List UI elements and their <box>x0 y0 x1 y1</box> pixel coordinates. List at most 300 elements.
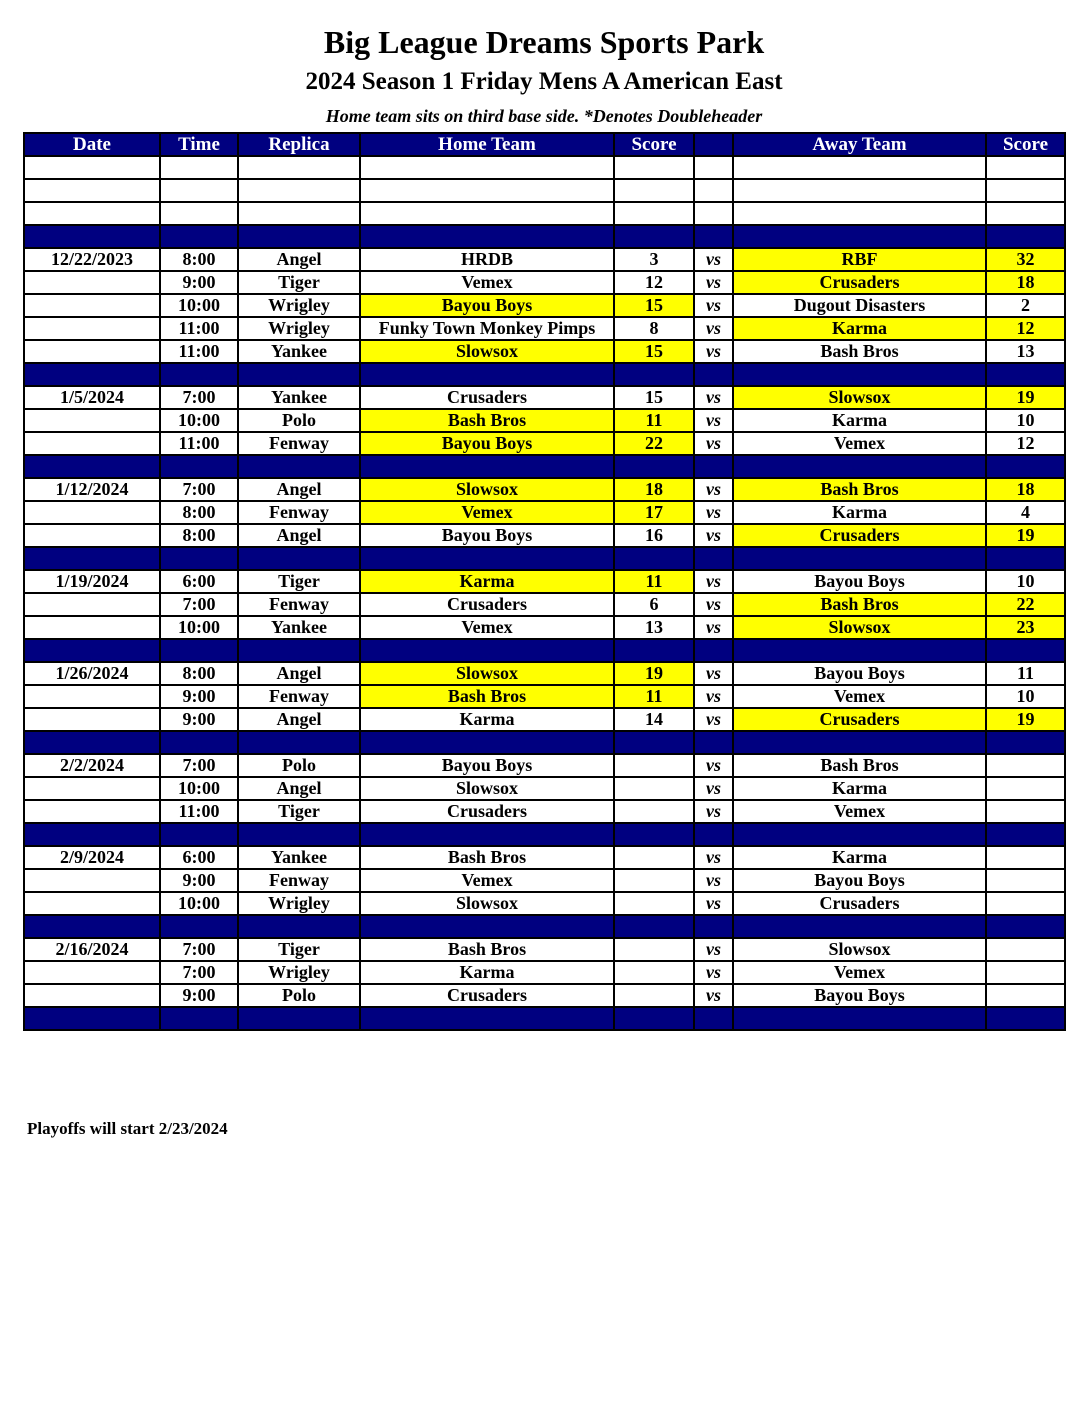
cell-home-team: Bash Bros <box>360 685 614 708</box>
cell-home-team: Vemex <box>360 271 614 294</box>
cell-time: 8:00 <box>160 248 238 271</box>
col-header-vs <box>694 133 733 156</box>
cell-away-score: 18 <box>986 478 1065 501</box>
table-row <box>24 570 1065 593</box>
cell-away-team: Karma <box>733 846 986 869</box>
table-row <box>24 846 1065 869</box>
table-row <box>24 432 1065 455</box>
cell-vs: vs <box>694 248 733 271</box>
cell-away-team <box>733 915 986 938</box>
cell-date <box>24 685 160 708</box>
cell-away-team: Vemex <box>733 685 986 708</box>
cell-home-team <box>360 547 614 570</box>
cell-away-team: Bash Bros <box>733 754 986 777</box>
table-row <box>24 478 1065 501</box>
cell-replica: Tiger <box>238 570 360 593</box>
cell-home-score: 6 <box>614 593 694 616</box>
cell-vs: vs <box>694 271 733 294</box>
cell-replica: Yankee <box>238 340 360 363</box>
cell-home-team: Bash Bros <box>360 938 614 961</box>
cell-vs <box>694 225 733 248</box>
cell-vs: vs <box>694 593 733 616</box>
col-header-replica: Replica <box>238 133 360 156</box>
col-header-away-score: Score <box>986 133 1065 156</box>
cell-home-score <box>614 800 694 823</box>
cell-date <box>24 731 160 754</box>
cell-vs <box>694 823 733 846</box>
cell-home-score: 15 <box>614 294 694 317</box>
cell-home-score <box>614 915 694 938</box>
cell-vs: vs <box>694 984 733 1007</box>
cell-vs <box>694 731 733 754</box>
cell-away-score <box>986 938 1065 961</box>
separator-row <box>24 823 1065 846</box>
cell-away-team: Crusaders <box>733 271 986 294</box>
cell-home-team <box>360 1007 614 1030</box>
cell-home-team: Bayou Boys <box>360 432 614 455</box>
cell-home-score: 8 <box>614 317 694 340</box>
cell-date <box>24 501 160 524</box>
cell-vs: vs <box>694 892 733 915</box>
cell-date <box>24 639 160 662</box>
cell-away-score <box>986 455 1065 478</box>
cell-vs <box>694 915 733 938</box>
cell-date <box>24 777 160 800</box>
cell-away-team: Bayou Boys <box>733 869 986 892</box>
cell-away-score: 11 <box>986 662 1065 685</box>
cell-away-score: 4 <box>986 501 1065 524</box>
cell-away-score <box>986 547 1065 570</box>
cell-away-score <box>986 869 1065 892</box>
cell-away-team <box>733 179 986 202</box>
cell-vs <box>694 639 733 662</box>
cell-home-team: Crusaders <box>360 800 614 823</box>
table-row <box>24 685 1065 708</box>
cell-replica <box>238 547 360 570</box>
cell-time: 9:00 <box>160 708 238 731</box>
cell-home-team: Karma <box>360 708 614 731</box>
cell-replica: Yankee <box>238 616 360 639</box>
cell-time: 10:00 <box>160 294 238 317</box>
cell-replica: Angel <box>238 777 360 800</box>
cell-date: 2/2/2024 <box>24 754 160 777</box>
cell-home-score <box>614 892 694 915</box>
cell-home-score: 15 <box>614 340 694 363</box>
cell-home-team <box>360 731 614 754</box>
table-row <box>24 708 1065 731</box>
cell-time: 11:00 <box>160 432 238 455</box>
cell-away-score: 32 <box>986 248 1065 271</box>
cell-date: 12/22/2023 <box>24 248 160 271</box>
cell-vs: vs <box>694 869 733 892</box>
cell-time <box>160 363 238 386</box>
cell-away-team: Karma <box>733 317 986 340</box>
cell-time <box>160 547 238 570</box>
cell-away-team: Bayou Boys <box>733 984 986 1007</box>
cell-away-team: Karma <box>733 501 986 524</box>
cell-away-score <box>986 777 1065 800</box>
cell-replica: Fenway <box>238 869 360 892</box>
table-row <box>24 800 1065 823</box>
cell-vs: vs <box>694 800 733 823</box>
cell-replica: Angel <box>238 478 360 501</box>
cell-time: 9:00 <box>160 869 238 892</box>
cell-home-score: 13 <box>614 616 694 639</box>
schedule-table <box>23 132 1066 1031</box>
cell-home-score <box>614 156 694 179</box>
cell-time <box>160 823 238 846</box>
cell-home-score <box>614 455 694 478</box>
cell-date <box>24 409 160 432</box>
cell-replica: Wrigley <box>238 294 360 317</box>
cell-date <box>24 547 160 570</box>
separator-row <box>24 363 1065 386</box>
cell-date <box>24 984 160 1007</box>
cell-home-team <box>360 639 614 662</box>
cell-away-team: RBF <box>733 248 986 271</box>
cell-time <box>160 1007 238 1030</box>
schedule-body <box>24 156 1065 1030</box>
cell-home-score: 11 <box>614 570 694 593</box>
cell-vs <box>694 202 733 225</box>
cell-home-score <box>614 547 694 570</box>
cell-vs: vs <box>694 777 733 800</box>
cell-home-score: 11 <box>614 409 694 432</box>
cell-away-team <box>733 202 986 225</box>
playoffs-note: Playoffs will start 2/23/2024 <box>27 1119 228 1138</box>
cell-home-team: Slowsox <box>360 478 614 501</box>
cell-home-team <box>360 363 614 386</box>
cell-date: 2/16/2024 <box>24 938 160 961</box>
cell-home-team: Bash Bros <box>360 846 614 869</box>
cell-time <box>160 225 238 248</box>
cell-home-score <box>614 984 694 1007</box>
blank-row <box>24 202 1065 225</box>
cell-date <box>24 869 160 892</box>
cell-home-score: 12 <box>614 271 694 294</box>
cell-away-team: Dugout Disasters <box>733 294 986 317</box>
cell-time: 8:00 <box>160 501 238 524</box>
table-row <box>24 524 1065 547</box>
cell-home-team: Bash Bros <box>360 409 614 432</box>
cell-home-score <box>614 846 694 869</box>
cell-date <box>24 616 160 639</box>
cell-away-score <box>986 225 1065 248</box>
cell-date: 1/12/2024 <box>24 478 160 501</box>
cell-vs: vs <box>694 386 733 409</box>
cell-time: 9:00 <box>160 685 238 708</box>
cell-away-score: 12 <box>986 317 1065 340</box>
cell-time: 10:00 <box>160 892 238 915</box>
cell-home-score: 22 <box>614 432 694 455</box>
cell-home-team <box>360 225 614 248</box>
cell-replica: Angel <box>238 662 360 685</box>
cell-vs: vs <box>694 409 733 432</box>
cell-home-team <box>360 455 614 478</box>
cell-away-team <box>733 363 986 386</box>
cell-away-score <box>986 156 1065 179</box>
cell-away-score: 22 <box>986 593 1065 616</box>
cell-home-team: Bayou Boys <box>360 524 614 547</box>
cell-date <box>24 340 160 363</box>
cell-time: 7:00 <box>160 386 238 409</box>
separator-row <box>24 547 1065 570</box>
cell-away-team: Bayou Boys <box>733 570 986 593</box>
cell-replica: Angel <box>238 708 360 731</box>
cell-away-score <box>986 800 1065 823</box>
cell-vs <box>694 363 733 386</box>
cell-date <box>24 892 160 915</box>
separator-row <box>24 455 1065 478</box>
cell-vs: vs <box>694 938 733 961</box>
cell-time <box>160 202 238 225</box>
cell-away-team: Slowsox <box>733 938 986 961</box>
cell-time: 10:00 <box>160 409 238 432</box>
cell-home-team: Crusaders <box>360 593 614 616</box>
cell-home-team: HRDB <box>360 248 614 271</box>
cell-away-score <box>986 1007 1065 1030</box>
cell-replica: Fenway <box>238 593 360 616</box>
col-header-home-team: Home Team <box>360 133 614 156</box>
cell-time: 6:00 <box>160 846 238 869</box>
cell-away-score: 18 <box>986 271 1065 294</box>
cell-replica <box>238 915 360 938</box>
cell-date <box>24 225 160 248</box>
cell-vs: vs <box>694 961 733 984</box>
cell-vs: vs <box>694 846 733 869</box>
cell-time: 9:00 <box>160 984 238 1007</box>
cell-home-score <box>614 639 694 662</box>
cell-time: 7:00 <box>160 754 238 777</box>
cell-away-team: Vemex <box>733 961 986 984</box>
cell-away-team: Vemex <box>733 800 986 823</box>
cell-date <box>24 961 160 984</box>
cell-time: 8:00 <box>160 524 238 547</box>
cell-vs: vs <box>694 524 733 547</box>
cell-date: 2/9/2024 <box>24 846 160 869</box>
cell-replica: Angel <box>238 248 360 271</box>
cell-home-score: 19 <box>614 662 694 685</box>
cell-home-score <box>614 777 694 800</box>
cell-away-team: Bash Bros <box>733 593 986 616</box>
cell-away-score <box>986 179 1065 202</box>
cell-replica: Yankee <box>238 386 360 409</box>
cell-home-team: Bayou Boys <box>360 754 614 777</box>
cell-away-score <box>986 202 1065 225</box>
cell-date <box>24 363 160 386</box>
cell-replica <box>238 202 360 225</box>
cell-away-team: Crusaders <box>733 708 986 731</box>
cell-time: 10:00 <box>160 616 238 639</box>
cell-vs: vs <box>694 317 733 340</box>
table-row <box>24 593 1065 616</box>
table-row <box>24 501 1065 524</box>
cell-away-team <box>733 639 986 662</box>
cell-away-team: Bash Bros <box>733 340 986 363</box>
cell-replica: Yankee <box>238 846 360 869</box>
table-row <box>24 892 1065 915</box>
cell-home-team <box>360 823 614 846</box>
table-row <box>24 386 1065 409</box>
col-header-time: Time <box>160 133 238 156</box>
cell-away-team <box>733 1007 986 1030</box>
cell-date <box>24 432 160 455</box>
col-header-home-score: Score <box>614 133 694 156</box>
cell-home-score <box>614 1007 694 1030</box>
cell-replica <box>238 363 360 386</box>
cell-away-score <box>986 961 1065 984</box>
cell-time <box>160 915 238 938</box>
cell-date <box>24 800 160 823</box>
table-row <box>24 340 1065 363</box>
cell-date <box>24 271 160 294</box>
cell-date <box>24 708 160 731</box>
cell-home-score <box>614 823 694 846</box>
cell-date: 1/19/2024 <box>24 570 160 593</box>
cell-vs: vs <box>694 754 733 777</box>
cell-home-score <box>614 869 694 892</box>
cell-away-score: 2 <box>986 294 1065 317</box>
cell-away-team: Karma <box>733 777 986 800</box>
cell-replica: Polo <box>238 754 360 777</box>
cell-away-team: Karma <box>733 409 986 432</box>
cell-home-team <box>360 156 614 179</box>
cell-away-score <box>986 915 1065 938</box>
table-row <box>24 869 1065 892</box>
cell-replica: Tiger <box>238 938 360 961</box>
cell-away-score: 10 <box>986 685 1065 708</box>
table-row <box>24 938 1065 961</box>
cell-away-team <box>733 823 986 846</box>
cell-time: 11:00 <box>160 340 238 363</box>
cell-away-team: Crusaders <box>733 524 986 547</box>
cell-away-team: Slowsox <box>733 386 986 409</box>
cell-home-score: 11 <box>614 685 694 708</box>
table-row <box>24 754 1065 777</box>
cell-replica <box>238 1007 360 1030</box>
cell-vs <box>694 455 733 478</box>
page-subtitle: 2024 Season 1 Friday Mens A American East <box>305 68 783 95</box>
cell-home-score: 15 <box>614 386 694 409</box>
separator-row <box>24 639 1065 662</box>
cell-home-score: 3 <box>614 248 694 271</box>
cell-date <box>24 455 160 478</box>
cell-time: 8:00 <box>160 662 238 685</box>
cell-home-team: Slowsox <box>360 340 614 363</box>
cell-date: 1/26/2024 <box>24 662 160 685</box>
cell-home-score <box>614 961 694 984</box>
cell-home-team: Funky Town Monkey Pimps <box>360 317 614 340</box>
cell-away-score: 23 <box>986 616 1065 639</box>
cell-date: 1/5/2024 <box>24 386 160 409</box>
cell-home-score <box>614 225 694 248</box>
cell-home-score <box>614 938 694 961</box>
cell-time: 7:00 <box>160 593 238 616</box>
cell-away-team <box>733 225 986 248</box>
cell-home-team: Bayou Boys <box>360 294 614 317</box>
cell-away-team: Slowsox <box>733 616 986 639</box>
cell-replica <box>238 639 360 662</box>
cell-home-team <box>360 179 614 202</box>
cell-away-score: 19 <box>986 386 1065 409</box>
cell-away-score: 19 <box>986 524 1065 547</box>
cell-time <box>160 731 238 754</box>
cell-away-score: 13 <box>986 340 1065 363</box>
col-header-away-team: Away Team <box>733 133 986 156</box>
col-header-date: Date <box>24 133 160 156</box>
cell-time: 7:00 <box>160 938 238 961</box>
blank-row <box>24 156 1065 179</box>
cell-home-score <box>614 202 694 225</box>
cell-time <box>160 455 238 478</box>
cell-home-score <box>614 363 694 386</box>
cell-away-score <box>986 892 1065 915</box>
cell-date <box>24 179 160 202</box>
cell-vs <box>694 156 733 179</box>
cell-away-score <box>986 754 1065 777</box>
schedule-note: Home team sits on third base side. *Denotes Doubleheader <box>325 106 763 126</box>
cell-vs: vs <box>694 340 733 363</box>
cell-vs <box>694 1007 733 1030</box>
table-row <box>24 317 1065 340</box>
cell-replica <box>238 455 360 478</box>
blank-row <box>24 179 1065 202</box>
separator-row <box>24 1007 1065 1030</box>
cell-replica <box>238 225 360 248</box>
separator-row <box>24 731 1065 754</box>
cell-away-team: Vemex <box>733 432 986 455</box>
cell-home-team <box>360 915 614 938</box>
cell-home-score <box>614 179 694 202</box>
cell-vs: vs <box>694 478 733 501</box>
cell-date <box>24 294 160 317</box>
cell-time: 9:00 <box>160 271 238 294</box>
cell-home-score: 14 <box>614 708 694 731</box>
table-row <box>24 248 1065 271</box>
cell-vs: vs <box>694 616 733 639</box>
cell-replica: Polo <box>238 409 360 432</box>
cell-vs: vs <box>694 662 733 685</box>
cell-home-team: Vemex <box>360 501 614 524</box>
cell-home-score: 18 <box>614 478 694 501</box>
cell-away-score: 19 <box>986 708 1065 731</box>
cell-replica <box>238 823 360 846</box>
cell-replica: Angel <box>238 524 360 547</box>
table-row <box>24 409 1065 432</box>
cell-replica: Fenway <box>238 501 360 524</box>
cell-home-team: Crusaders <box>360 984 614 1007</box>
cell-replica <box>238 179 360 202</box>
cell-vs: vs <box>694 570 733 593</box>
separator-row <box>24 225 1065 248</box>
cell-vs: vs <box>694 708 733 731</box>
cell-replica: Fenway <box>238 685 360 708</box>
cell-home-team: Slowsox <box>360 892 614 915</box>
cell-away-team <box>733 547 986 570</box>
cell-home-score: 16 <box>614 524 694 547</box>
page-title: Big League Dreams Sports Park <box>323 24 765 60</box>
cell-replica: Wrigley <box>238 892 360 915</box>
cell-away-score <box>986 846 1065 869</box>
cell-time: 11:00 <box>160 317 238 340</box>
cell-home-team: Karma <box>360 961 614 984</box>
cell-replica: Polo <box>238 984 360 1007</box>
cell-time <box>160 639 238 662</box>
cell-away-score: 10 <box>986 570 1065 593</box>
table-row <box>24 616 1065 639</box>
cell-home-team <box>360 202 614 225</box>
cell-time <box>160 179 238 202</box>
